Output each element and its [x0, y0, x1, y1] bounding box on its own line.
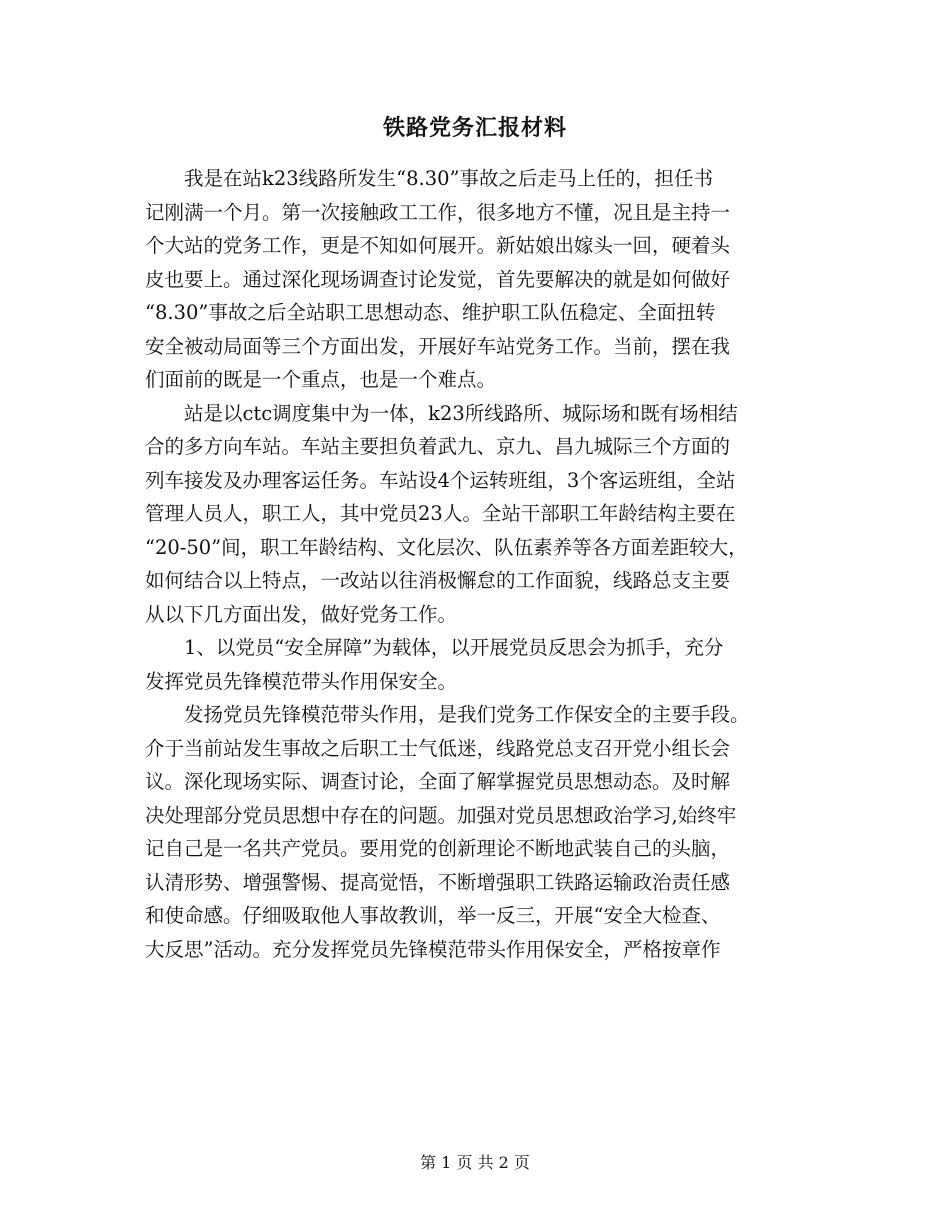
text-line: 记刚满一个月。第一次接触政工工作，很多地方不懂，况且是主持一: [145, 200, 731, 224]
text-line: 列车接发及办理客运任务。车站设4个运转班组，3个客运班组，全站: [145, 468, 736, 492]
text-line: 1、以党员“安全屏障”为载体，以开展党员反思会为抓手，充分: [145, 636, 724, 659]
text-line: 发挥党员先锋模范带头作用保安全。: [145, 669, 458, 693]
text-line: 介于当前站发生事故之后职工士气低迷，线路党总支召开党小组长会: [145, 736, 731, 760]
text-line: 我是在站k23线路所发生“8.30”事故之后走马上任的，担任书: [145, 167, 713, 190]
text-line: 发扬党员先锋模范带头作用，是我们党务工作保安全的主要手段。: [145, 703, 750, 726]
document-title: 铁路党务汇报材料: [382, 115, 567, 141]
text-line: “8.30”事故之后全站职工思想动态、维护职工队伍稳定、全面扭转: [145, 301, 716, 324]
text-line: 如何结合以上特点，一改站以往消极懈怠的工作面貌，线路总支主要: [145, 569, 731, 592]
text-line: 个大站的党务工作，更是不知如何展开。新姑娘出嫁头一回，硬着头: [145, 234, 731, 257]
text-line: 议。深化现场实际、调查讨论，全面了解掌握党员思想动态。及时解: [145, 770, 731, 793]
text-line: 从以下几方面出发，做好党务工作。: [145, 602, 458, 626]
text-line: 决处理部分党员思想中存在的问题。加强对党员思想政治学习,始终牢: [145, 803, 737, 827]
text-line: 和使命感。仔细吸取他人事故教训，举一反三，开展“安全大检查、: [145, 904, 721, 927]
text-line: 皮也要上。通过深化现场调查讨论发觉，首先要解决的就是如何做好: [145, 267, 731, 291]
text-line: 们面前的既是一个重点，也是一个难点。: [145, 368, 497, 391]
text-line: “20-50”间，职工年龄结构、文化层次、队伍素养等各方面差距较大，: [145, 535, 748, 559]
text-line: 认清形势、增强警惕、提高觉悟，不断增强职工铁路运输政治责任感: [145, 870, 731, 894]
page-footer: 第 1 页 共 2 页: [420, 1153, 530, 1172]
text-line: 合的多方向车站。车站主要担负着武九、京九、昌九城际三个方面的: [145, 435, 731, 458]
text-line: 记自己是一名共产党员。要用党的创新理论不断地武装自己的头脑，: [145, 837, 731, 860]
text-line: 大反思”活动。充分发挥党员先锋模范带头作用保安全，严格按章作: [145, 937, 721, 961]
text-line: 管理人员人，职工人，其中党员23人。全站干部职工年龄结构主要在: [145, 502, 736, 525]
text-line: 安全被动局面等三个方面出发，开展好车站党务工作。当前，摆在我: [145, 334, 731, 358]
text-line: 站是以ctc调度集中为一体，k23所线路所、城际场和既有场相结: [145, 401, 738, 425]
document-body: [145, 162, 825, 966]
